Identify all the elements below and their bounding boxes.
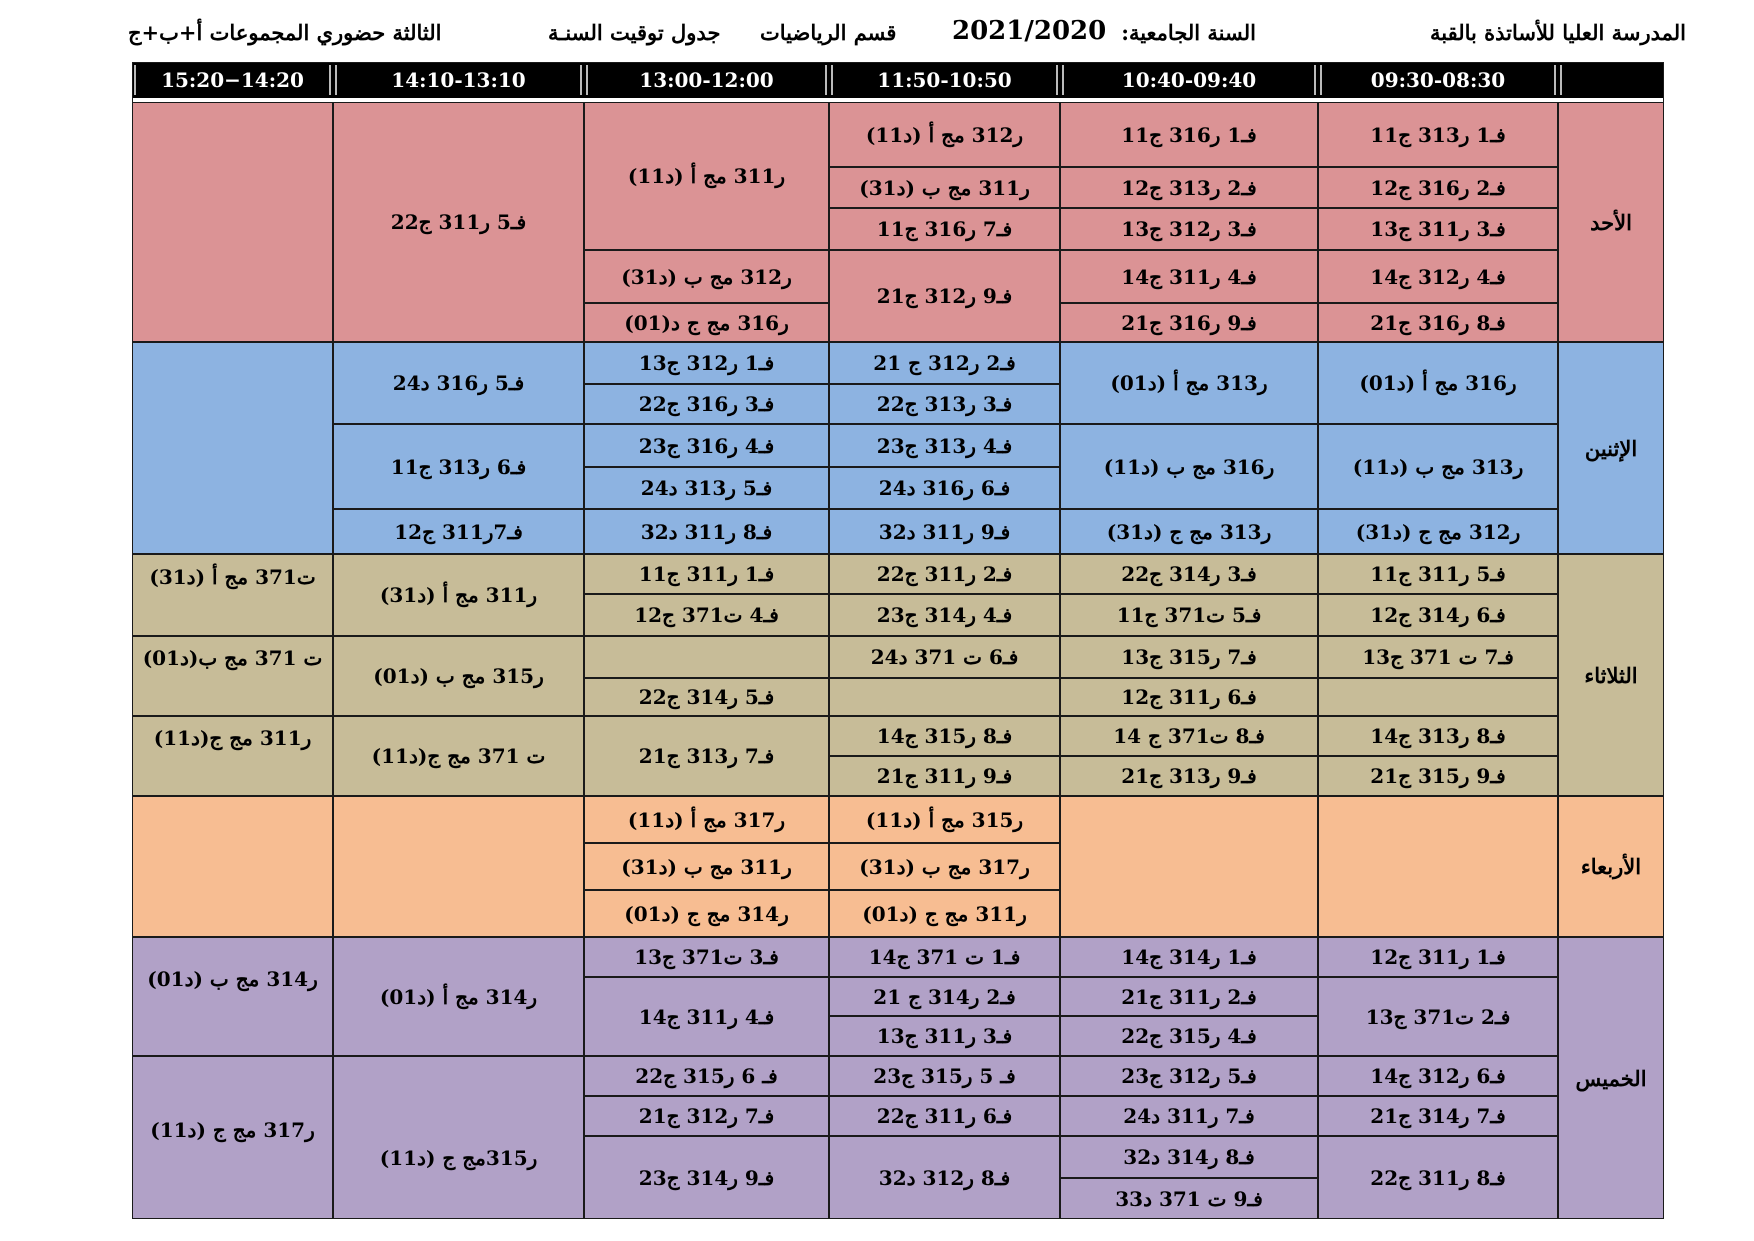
class-entry: فـ6 ر313 ج11 <box>390 454 527 479</box>
year-label: السنة الجامعية: <box>1121 20 1256 45</box>
day-column-header <box>1560 65 1662 95</box>
class-cell <box>1060 342 1318 424</box>
class-entry: فـ8 ر313 ج14 <box>1370 724 1506 748</box>
class-cell <box>1318 678 1558 716</box>
class-cell <box>1318 250 1558 303</box>
class-cell <box>333 937 584 1056</box>
class-entry: فـ2 ر316 ج12 <box>1370 175 1506 200</box>
class-entry: ت 371 مج ج(د11) <box>371 744 546 768</box>
class-entry: فـ6 ر311 ج12 <box>1121 685 1257 709</box>
class-cell <box>584 716 829 796</box>
class-cell <box>584 594 829 636</box>
class-cell <box>829 636 1060 678</box>
department-name: قسم الرياضيات <box>760 20 897 45</box>
class-cell <box>1318 303 1558 342</box>
class-cell <box>584 102 829 250</box>
day-name-tuesday: الثلاثاء <box>1558 554 1664 796</box>
class-cell <box>1060 716 1318 756</box>
class-cell <box>1060 424 1318 509</box>
class-cell <box>829 509 1060 554</box>
class-entry: فـ7 ر311 د24 <box>1123 1104 1255 1128</box>
class-entry: فـ5 ر312 ج23 <box>1121 1064 1257 1088</box>
class-cell <box>829 1056 1060 1096</box>
class-entry: ر311 مج ج(د11) <box>153 726 312 750</box>
class-entry: فـ7 ر315 ج13 <box>1121 645 1257 669</box>
class-entry: فـ6 ت 371 د24 <box>870 645 1019 669</box>
class-entry: فـ8 ر312 د32 <box>878 1165 1011 1190</box>
class-entry: فـ1 ر314 ج14 <box>1121 945 1257 969</box>
class-cell <box>1318 167 1558 208</box>
class-entry: ر316 مج ج د(01) <box>624 310 789 335</box>
class-cell <box>829 424 1060 467</box>
class-cell <box>132 796 333 937</box>
class-entry: فـ8 ر311 ج22 <box>1370 1165 1506 1190</box>
class-cell <box>1060 1178 1318 1219</box>
class-cell <box>829 1016 1060 1056</box>
class-cell <box>1060 937 1318 977</box>
class-entry: ر311 مج أ (د11) <box>627 164 786 188</box>
class-entry: فـ7ر311 ج12 <box>394 519 523 544</box>
class-cell <box>1318 937 1558 977</box>
class-entry: فـ6 ر314 ج12 <box>1370 603 1506 627</box>
class-cell <box>584 303 829 342</box>
class-entry: فـ6 ر311 ج22 <box>876 1104 1013 1128</box>
class-cell <box>1318 1056 1558 1096</box>
class-cell <box>333 716 584 796</box>
class-entry: ر314 مج ب (د01) <box>147 966 318 991</box>
class-entry: ر313 مج ج (د31) <box>1106 519 1272 544</box>
class-cell <box>829 208 1060 250</box>
class-cell <box>1318 509 1558 554</box>
class-cell <box>1318 756 1558 796</box>
class-cell <box>829 843 1060 890</box>
class-cell <box>829 594 1060 636</box>
class-cell <box>829 167 1060 208</box>
class-cell <box>333 342 584 424</box>
class-entry: فـ6 ر316 د24 <box>878 476 1011 500</box>
class-entry: فـ1 ر313 ج11 <box>1370 122 1506 147</box>
class-cell <box>829 937 1060 977</box>
class-entry: ر312 مج ج (د31) <box>1355 519 1521 544</box>
class-entry: ر313 مج أ (د01) <box>1110 371 1268 395</box>
class-entry: فـ1 ت 371 ج14 <box>868 945 1021 969</box>
class-entry: فـ 6 ر315 ج22 <box>635 1064 778 1088</box>
time-slot-header: 11:50-10:50 <box>831 65 1058 95</box>
class-entry: فـ5 ر313 د24 <box>640 476 773 500</box>
class-entry: فـ9 ر316 ج21 <box>1121 310 1257 335</box>
class-entry: فـ9 ر315 ج21 <box>1370 764 1506 788</box>
class-cell <box>132 1056 333 1219</box>
class-entry: ر311 مج ج (د01) <box>862 901 1027 926</box>
class-entry: فـ5 ر311 ج22 <box>390 210 527 234</box>
class-entry: فـ2 ر311 ج22 <box>876 562 1013 586</box>
class-cell <box>1318 342 1558 424</box>
class-cell <box>584 342 829 384</box>
class-entry: فـ8 ر316 ج21 <box>1370 310 1506 335</box>
class-entry: ر312 مج ب (د31) <box>621 264 792 289</box>
class-cell <box>1060 1136 1318 1178</box>
class-entry: فـ9 ت 371 د33 <box>1115 1186 1263 1211</box>
class-entry: فـ2 ت371 ج13 <box>1365 1004 1511 1029</box>
class-cell <box>333 424 584 509</box>
class-cell <box>829 250 1060 342</box>
class-cell <box>584 1056 829 1096</box>
class-cell <box>829 342 1060 384</box>
time-slot-header: 15:20−14:20 <box>134 65 331 95</box>
class-entry: ر316 مج ب (د11) <box>1103 454 1275 479</box>
class-cell <box>132 554 333 636</box>
class-cell <box>829 467 1060 509</box>
class-cell <box>1318 594 1558 636</box>
class-entry: ر311 مج ب (د31) <box>859 175 1030 200</box>
class-cell <box>1060 208 1318 250</box>
class-entry: فـ3 ر312 ج13 <box>1121 217 1257 241</box>
class-cell <box>1318 1096 1558 1136</box>
class-entry: فـ1 ر311 ج11 <box>638 562 775 586</box>
class-entry: ر317 مج أ (د11) <box>627 807 786 832</box>
class-cell <box>584 554 829 594</box>
class-cell <box>829 1096 1060 1136</box>
class-cell <box>1318 208 1558 250</box>
class-entry: فـ6 ر312 ج14 <box>1370 1064 1506 1088</box>
schedule-title: جدول توقيت السنـة <box>548 20 721 45</box>
level-groups: الثالثة حضوري المجموعات أ+ب+ج <box>128 20 442 45</box>
class-cell <box>1060 977 1318 1016</box>
day-name-thursday: الخميس <box>1558 937 1664 1219</box>
class-cell <box>829 977 1060 1016</box>
class-cell <box>1318 554 1558 594</box>
class-cell <box>829 102 1060 167</box>
class-entry: فـ1 ر312 ج13 <box>638 351 775 375</box>
class-cell <box>829 716 1060 756</box>
class-cell <box>829 890 1060 937</box>
class-cell <box>132 716 333 796</box>
class-cell <box>1060 594 1318 636</box>
class-entry: فـ1 ر316 ج11 <box>1121 122 1257 147</box>
class-entry: فـ7 ر316 ج11 <box>876 217 1013 241</box>
class-entry: فـ3 ت371 ج13 <box>634 945 779 969</box>
class-entry: ر312 مج أ (د11) <box>865 122 1024 147</box>
class-entry: فـ3 ر311 ج13 <box>1370 217 1506 241</box>
class-cell <box>829 384 1060 424</box>
class-entry: فـ7 ر312 ج21 <box>638 1104 775 1128</box>
class-cell <box>584 424 829 467</box>
class-entry: ر316 مج أ (د01) <box>1359 371 1517 395</box>
class-entry: فـ8 ر315 ج14 <box>876 724 1013 748</box>
class-entry: ر311 مج ب (د31) <box>621 854 792 879</box>
class-entry: فـ9 ر311 ج21 <box>876 764 1013 788</box>
class-cell <box>1060 1016 1318 1056</box>
class-cell <box>829 1136 1060 1219</box>
class-entry: فـ8 ر311 د32 <box>640 519 773 544</box>
class-entry: فـ5 ر316 د24 <box>392 371 525 395</box>
class-cell <box>584 678 829 716</box>
class-cell <box>829 554 1060 594</box>
class-entry: ر314 مج أ (د01) <box>379 984 538 1009</box>
class-entry: فـ2 ر314 ج 21 <box>873 984 1016 1009</box>
class-entry: فـ9 ر312 ج21 <box>876 284 1013 308</box>
day-name-monday: الإثنين <box>1558 342 1664 554</box>
timetable <box>130 60 1666 1217</box>
class-cell <box>584 1136 829 1219</box>
class-entry: فـ2 ر312 ج 21 <box>873 351 1016 375</box>
class-entry: فـ4 ر311 ج14 <box>1121 264 1257 289</box>
class-entry: ر317 مج ج (د11) <box>150 1117 315 1142</box>
class-cell <box>1318 102 1558 167</box>
class-cell <box>584 636 829 678</box>
class-entry: ت371 مج أ (د31) <box>149 565 316 589</box>
class-entry: ر317 مج ب (د31) <box>859 854 1030 879</box>
class-entry: فـ4 ر311 ج14 <box>638 1004 775 1029</box>
class-entry: ر314 مج ج (د01) <box>624 901 789 926</box>
school-name: المدرسة العليا للأساتذة بالقبة <box>1429 20 1686 45</box>
class-cell <box>584 1096 829 1136</box>
class-cell <box>1318 977 1558 1056</box>
class-entry: فـ5 ر314 ج22 <box>638 685 775 709</box>
class-cell <box>829 756 1060 796</box>
class-entry: فـ4 ر312 ج14 <box>1370 264 1506 289</box>
class-cell <box>333 509 584 554</box>
class-cell <box>584 977 829 1056</box>
class-cell <box>1318 636 1558 678</box>
class-entry: ر315 مج أ (د11) <box>865 807 1024 832</box>
class-entry: فـ2 ر313 ج12 <box>1121 175 1257 200</box>
class-cell <box>1060 636 1318 678</box>
class-cell <box>584 509 829 554</box>
class-entry: فـ9 ر311 د32 <box>878 519 1011 544</box>
class-entry: فـ9 ر313 ج21 <box>1121 764 1257 788</box>
class-entry: فـ1 ر311 ج12 <box>1370 945 1506 969</box>
class-cell <box>1060 1096 1318 1136</box>
time-slot-header: 09:30-08:30 <box>1320 65 1556 95</box>
class-cell <box>829 796 1060 843</box>
class-entry: فـ7 ت 371 ج13 <box>1362 645 1514 669</box>
class-cell <box>132 937 333 1056</box>
class-cell <box>584 384 829 424</box>
class-cell <box>584 843 829 890</box>
class-cell <box>1060 554 1318 594</box>
class-entry: فـ4 ر314 ج23 <box>876 603 1013 627</box>
class-entry: ر315مج ج (د11) <box>379 1145 538 1170</box>
class-entry: فـ8 ر314 د32 <box>1123 1145 1255 1169</box>
class-cell <box>333 1056 584 1219</box>
class-entry: فـ3 ر311 ج13 <box>876 1024 1013 1048</box>
class-cell <box>1318 1136 1558 1219</box>
class-cell <box>1060 509 1318 554</box>
time-slot-header: 14:10-13:10 <box>335 65 582 95</box>
class-entry: فـ4 ر313 ج23 <box>876 433 1013 458</box>
class-cell <box>1060 678 1318 716</box>
class-cell <box>584 937 829 977</box>
class-cell <box>584 890 829 937</box>
class-entry: فـ5 ت371 ج11 <box>1116 603 1262 627</box>
class-cell <box>333 554 584 636</box>
class-cell <box>1060 1056 1318 1096</box>
class-entry: فـ4 ر316 ج23 <box>638 433 775 458</box>
time-slot-header: 13:00-12:00 <box>586 65 827 95</box>
class-cell <box>1318 796 1558 937</box>
class-cell <box>1060 167 1318 208</box>
class-cell <box>132 636 333 716</box>
class-cell <box>584 796 829 843</box>
day-name-sunday: الأحد <box>1558 102 1664 342</box>
class-cell <box>333 102 584 342</box>
class-cell <box>584 467 829 509</box>
class-entry: فـ5 ر311 ج11 <box>1370 562 1506 586</box>
class-cell <box>1060 756 1318 796</box>
class-cell <box>1060 102 1318 167</box>
class-cell <box>1318 716 1558 756</box>
class-entry: ت 371 مج ب(د01) <box>142 646 323 670</box>
class-cell <box>333 636 584 716</box>
class-entry: فـ7 ر314 ج21 <box>1370 1104 1506 1128</box>
class-cell <box>132 102 333 342</box>
class-cell <box>584 250 829 303</box>
class-entry: فـ8 ت371 ج 14 <box>1113 724 1265 748</box>
class-entry: فـ3 ر313 ج22 <box>876 392 1013 416</box>
time-slot-header: 10:40-09:40 <box>1062 65 1316 95</box>
class-entry: ر311 مج أ (د31) <box>379 583 538 607</box>
class-entry: فـ4 ر315 ج22 <box>1121 1024 1257 1048</box>
class-entry: ر315 مج ب (د01) <box>373 664 544 688</box>
class-cell <box>1060 303 1318 342</box>
class-cell <box>829 678 1060 716</box>
class-cell <box>1318 424 1558 509</box>
class-entry: فـ3 ر314 ج22 <box>1121 562 1257 586</box>
class-entry: فـ2 ر311 ج21 <box>1121 984 1257 1009</box>
class-entry: فـ4 ت371 ج12 <box>634 603 779 627</box>
day-name-wednesday: الأربعاء <box>1558 796 1664 937</box>
class-entry: فـ7 ر313 ج21 <box>638 744 775 768</box>
academic-year: 2021/2020 <box>952 16 1107 46</box>
class-entry: فـ 5 ر315 ج23 <box>873 1064 1016 1088</box>
class-cell <box>1060 250 1318 303</box>
class-entry: فـ3 ر316 ج22 <box>638 392 775 416</box>
class-cell <box>1060 796 1318 937</box>
class-entry: ر313 مج ب (د11) <box>1352 454 1524 479</box>
class-cell <box>333 796 584 937</box>
class-cell <box>132 342 333 554</box>
class-entry: فـ9 ر314 ج23 <box>638 1165 775 1190</box>
